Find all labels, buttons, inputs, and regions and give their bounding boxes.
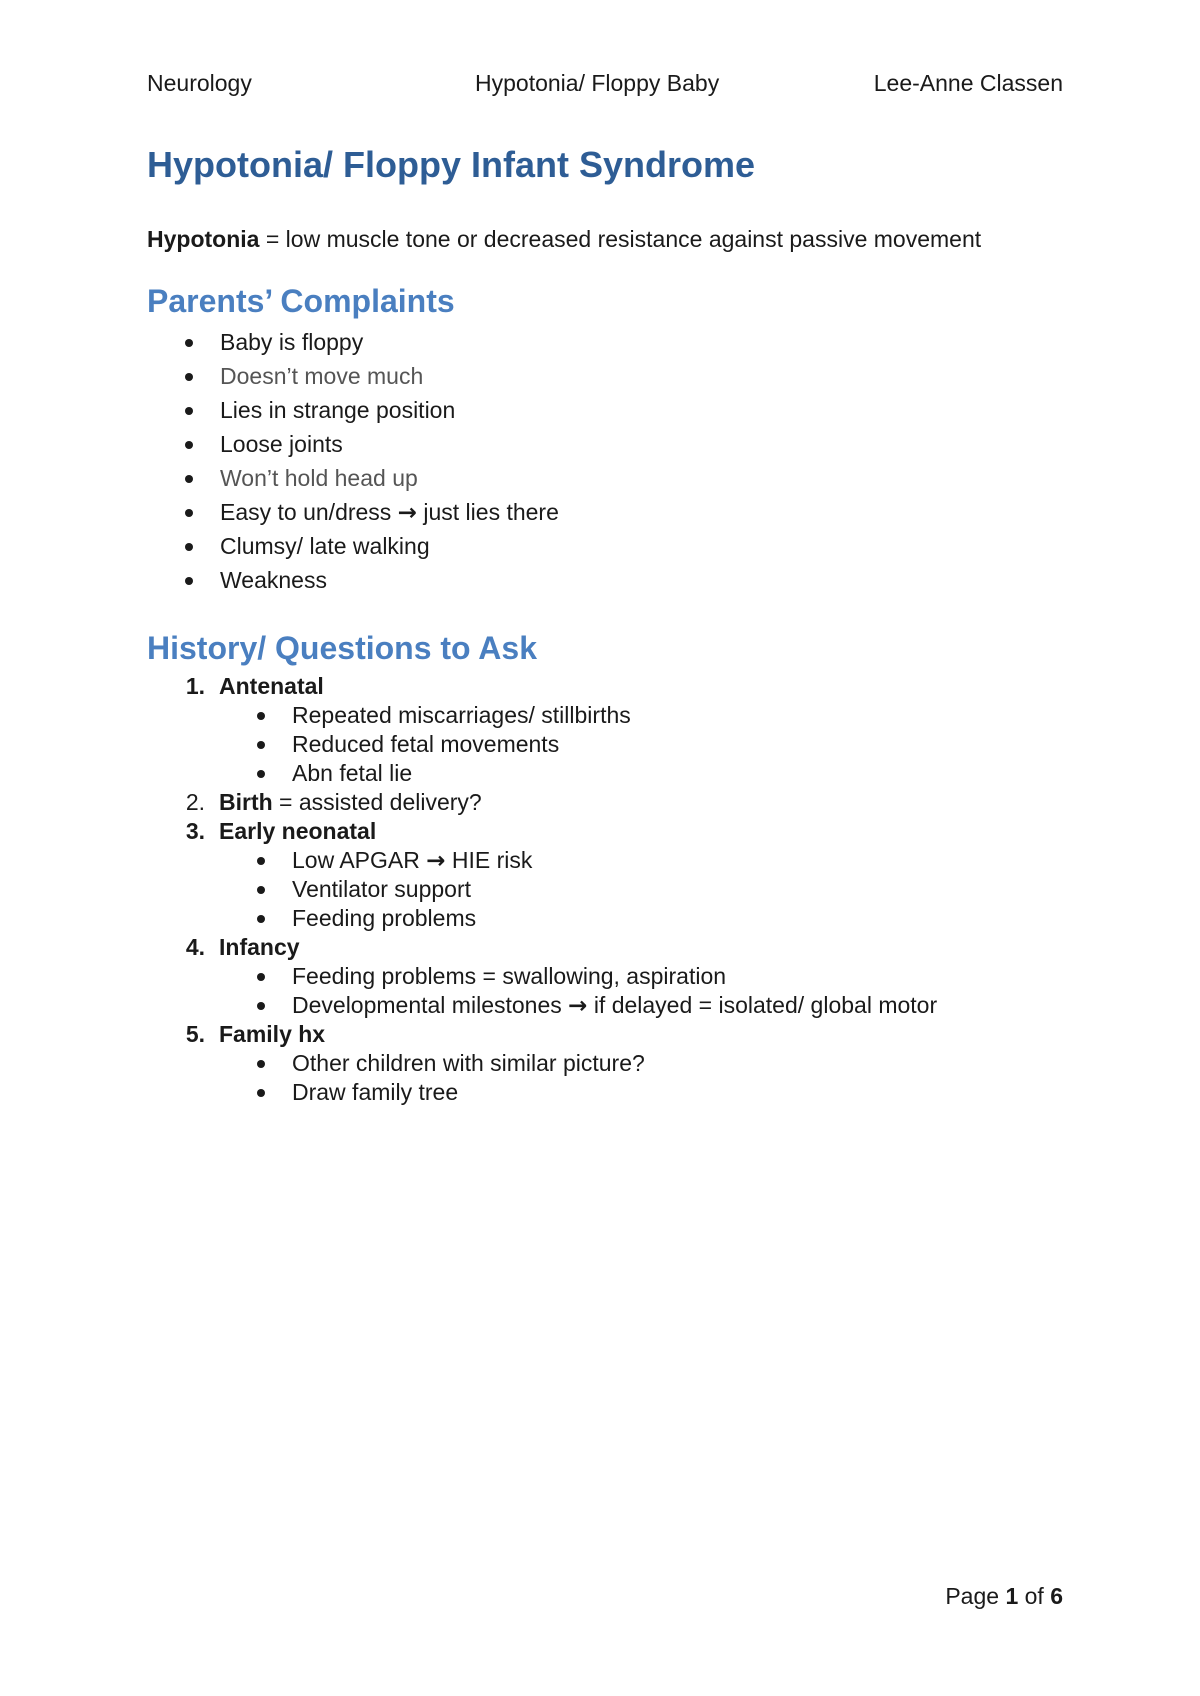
sub-item-text: Low APGAR [292,847,420,873]
sub-list-item [147,962,1047,991]
history-list [147,672,1047,1107]
list-item-text: Clumsy/ late walking [220,533,430,559]
list-item [183,359,559,393]
footer-current-page: 1 [1005,1583,1019,1609]
sub-list-item [147,991,1047,1020]
list-item [183,393,559,427]
sub-list-item [147,1049,1047,1078]
list-item [183,563,559,597]
section-heading-history: History/ Questions to Ask [147,630,537,666]
sub-list-item [147,701,1047,730]
bullet-icon [257,1060,265,1068]
bullet-icon [185,339,193,347]
list-item [183,495,559,529]
definition-text: = low muscle tone or decreased resistance against passive movement [259,226,982,252]
numbered-item [147,672,1047,788]
sub-list [147,701,1047,788]
sub-list [147,846,1047,933]
sub-list-item [147,759,1047,788]
right-arrow-icon: → [397,500,417,526]
item-number: 1. [185,673,205,699]
item-label: Family hx [219,1021,326,1047]
sub-list-item [147,846,1047,875]
list-item-text: Easy to un/dress [220,499,392,525]
sub-item-text: Feeding problems [292,905,477,931]
bullet-icon [185,577,193,585]
sub-list-item [147,1078,1047,1107]
list-item [183,529,559,563]
list-item-text: Won’t hold head up [220,465,418,491]
sub-item-text: Draw family tree [292,1079,459,1105]
list-item-text: Lies in strange position [220,397,456,423]
bullet-icon [257,770,265,778]
sub-item-text: Abn fetal lie [292,760,413,786]
list-item-text: Doesn’t move much [220,363,424,389]
sub-list [147,962,1047,1020]
sub-list-item [147,904,1047,933]
list-item [183,427,559,461]
bullet-icon [257,1002,265,1010]
bullet-icon [257,712,265,720]
numbered-item [147,933,1047,1020]
sub-item-text: HIE risk [451,847,533,873]
bullet-icon [185,407,193,415]
right-arrow-icon: → [568,993,588,1019]
list-item-text: Loose joints [220,431,343,457]
bullet-icon [257,886,265,894]
sub-item-text: Feeding problems = swallowing, aspiration [292,963,727,989]
item-text: = assisted delivery? [272,789,482,815]
sub-list [147,1049,1047,1107]
bullet-icon [257,1089,265,1097]
numbered-item [147,817,1047,933]
numbered-item [147,788,1047,817]
bullet-icon [257,973,265,981]
footer-total-pages: 6 [1050,1583,1063,1609]
page-header [147,70,1063,100]
header-subject: Neurology [147,70,252,96]
sub-item-text: Repeated miscarriages/ stillbirths [292,702,631,728]
list-item-text: just lies there [423,499,559,525]
header-topic: Hypotonia/ Floppy Baby [475,70,720,96]
list-item [183,325,559,359]
item-number: 5. [185,1021,205,1047]
item-label: Infancy [219,934,300,960]
numbered-item [147,1020,1047,1107]
complaints-list [183,325,559,597]
item-number: 3. [185,818,205,844]
bullet-icon [257,741,265,749]
sub-list-item [147,730,1047,759]
sub-item-text: Reduced fetal movements [292,731,560,757]
list-item [183,461,559,495]
bullet-icon [257,857,265,865]
definition-term: Hypotonia [147,226,260,252]
sub-item-text: if delayed = isolated/ global motor [593,992,938,1018]
item-number: 2. [185,789,205,815]
item-number: 4. [185,934,205,960]
section-heading-complaints: Parents’ Complaints [147,283,455,319]
bullet-icon [185,509,193,517]
sub-item-text: Developmental milestones [292,992,562,1018]
bullet-icon [185,543,193,551]
item-label: Early neonatal [219,818,377,844]
item-label: Birth [219,789,273,815]
bullet-icon [185,441,193,449]
definition-line [147,226,981,253]
list-item-text: Baby is floppy [220,329,364,355]
bullet-icon [185,475,193,483]
list-item-text: Weakness [220,567,327,593]
sub-item-text: Other children with similar picture? [292,1050,645,1076]
bullet-icon [257,915,265,923]
item-label: Antenatal [219,673,324,699]
page-number [945,1583,1063,1610]
footer-page-word: Page [945,1583,1000,1609]
right-arrow-icon: → [426,848,446,874]
bullet-icon [185,373,193,381]
header-author: Lee-Anne Classen [873,70,1063,96]
sub-item-text: Ventilator support [292,876,472,902]
document-title: Hypotonia/ Floppy Infant Syndrome [147,144,756,185]
footer-of-word: of [1024,1583,1044,1609]
sub-list-item [147,875,1047,904]
